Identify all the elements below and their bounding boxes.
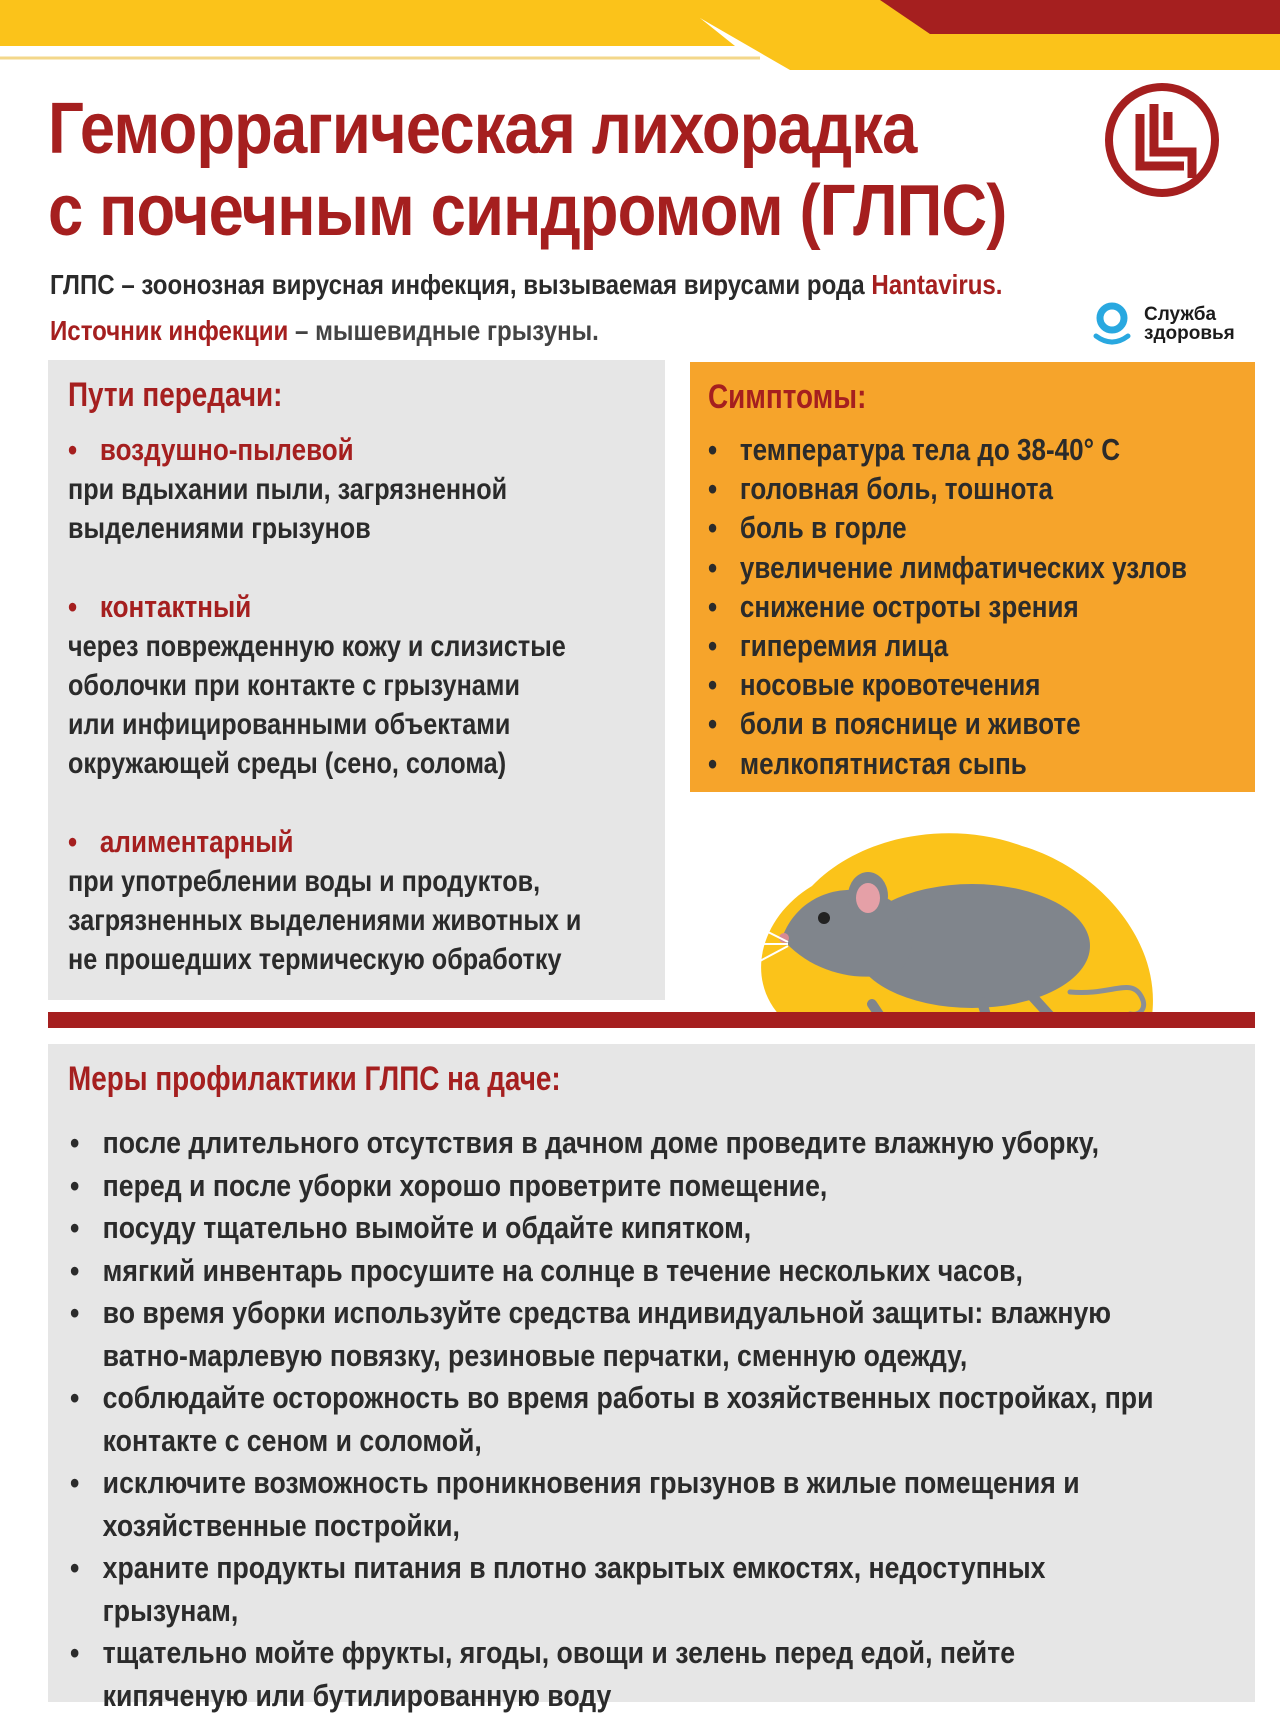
bullet-dot-icon: • bbox=[708, 744, 740, 783]
section-divider bbox=[48, 1012, 1255, 1028]
bullet-dot-icon: • bbox=[70, 1207, 103, 1250]
symptom-text: снижение остроты зрения bbox=[740, 589, 1079, 624]
route-description bbox=[68, 862, 581, 979]
prevention-line: ватно-марлевую повязку, резиновые перчатки, сменную одежду, bbox=[103, 1335, 1111, 1378]
route-description bbox=[68, 470, 507, 548]
intro-source-value: – мышевидные грызуны. bbox=[288, 315, 599, 346]
list-item bbox=[708, 508, 1187, 547]
intro-source-label: Источник инфекции bbox=[50, 315, 288, 346]
prevention-line: исключите возможность проникновения грызунов в жилые помещения и bbox=[103, 1462, 1080, 1505]
bullet-dot-icon: • bbox=[70, 1122, 103, 1165]
list-item bbox=[708, 704, 1187, 743]
bullet-dot-icon: • bbox=[708, 548, 740, 587]
list-item bbox=[70, 1250, 1153, 1293]
service-name-line-2: здоровья bbox=[1144, 324, 1235, 343]
emblem-logo-icon bbox=[1104, 82, 1220, 198]
prevention-line: контакте с сеном и соломой, bbox=[103, 1420, 1154, 1463]
symptom-text: боль в горле bbox=[740, 510, 907, 545]
list-item bbox=[70, 1547, 1153, 1632]
symptom-text: мелкопятнистая сыпь bbox=[740, 746, 1027, 781]
route-line: через поврежденную кожу и слизистые bbox=[68, 627, 566, 666]
bullet-dot-icon: • bbox=[708, 430, 740, 469]
list-item bbox=[708, 548, 1187, 587]
bullet-dot-icon: • bbox=[708, 587, 740, 626]
title-line-2: с почечным синдромом (ГЛПС) bbox=[48, 170, 937, 252]
route-title-text: алиментарный bbox=[100, 824, 294, 859]
prevention-list bbox=[70, 1122, 1280, 1717]
symptom-text: гиперемия лица bbox=[740, 628, 948, 663]
title-line-1: Геморрагическая лихорадка bbox=[48, 88, 937, 170]
list-item bbox=[70, 1462, 1153, 1547]
prevention-line: кипяченую или бутилированную воду bbox=[103, 1675, 1015, 1717]
route-description bbox=[68, 627, 566, 783]
route-title-text: контактный bbox=[100, 589, 251, 624]
route-title bbox=[68, 587, 566, 627]
bullet-dot-icon: • bbox=[68, 822, 100, 862]
prevention-line: хозяйственные постройки, bbox=[103, 1505, 1080, 1548]
prevention-line: мягкий инвентарь просушите на солнце в течение нескольких часов, bbox=[103, 1250, 1023, 1293]
prevention-line: храните продукты питания в плотно закрытых емкостях, недоступных bbox=[103, 1547, 1046, 1590]
prevention-line: грызунам, bbox=[103, 1590, 1046, 1633]
bullet-dot-icon: • bbox=[708, 508, 740, 547]
list-item bbox=[70, 1377, 1153, 1462]
list-item bbox=[70, 1292, 1153, 1377]
symptom-text: головная боль, тошнота bbox=[740, 471, 1053, 506]
list-item bbox=[708, 626, 1187, 665]
list-item bbox=[70, 1122, 1153, 1165]
service-name-line-1: Служба bbox=[1144, 305, 1235, 324]
prevention-heading: Меры профилактики ГЛПС на даче: bbox=[68, 1060, 561, 1099]
route-line: загрязненных выделениями животных и bbox=[68, 901, 581, 940]
transmission-panel bbox=[48, 360, 665, 1000]
route-title bbox=[68, 430, 507, 470]
location-pin-icon bbox=[1092, 302, 1132, 346]
bullet-dot-icon: • bbox=[70, 1165, 103, 1208]
route-title-text: воздушно-пылевой bbox=[100, 432, 354, 467]
bullet-dot-icon: • bbox=[68, 587, 100, 627]
bullet-dot-icon: • bbox=[68, 430, 100, 470]
top-decoration bbox=[0, 0, 1280, 70]
route-contact bbox=[68, 587, 661, 783]
route-title bbox=[68, 822, 581, 862]
route-airborne bbox=[68, 430, 591, 548]
page-title bbox=[48, 88, 937, 252]
bullet-dot-icon: • bbox=[70, 1462, 103, 1547]
list-item bbox=[708, 430, 1187, 469]
list-item bbox=[708, 587, 1187, 626]
symptoms-heading: Симптомы: bbox=[708, 378, 866, 417]
prevention-line: во время уборки используйте средства индивидуальной защиты: влажную bbox=[103, 1292, 1111, 1335]
intro-virus-name: Hantavirus. bbox=[871, 269, 1002, 300]
list-item bbox=[70, 1207, 1153, 1250]
prevention-line: тщательно мойте фрукты, ягоды, овощи и зелень перед едой, пейте bbox=[103, 1632, 1015, 1675]
symptoms-panel bbox=[690, 362, 1255, 792]
intro-definition: ГЛПС – зоонозная вирусная инфекция, вызываемая вирусами рода bbox=[50, 269, 871, 300]
symptoms-list bbox=[708, 430, 1278, 783]
bullet-dot-icon: • bbox=[708, 704, 740, 743]
route-alimentary bbox=[68, 822, 679, 979]
route-line: оболочки при контакте с грызунами bbox=[68, 666, 566, 705]
route-line: при употреблении воды и продуктов, bbox=[68, 862, 581, 901]
route-line: или инфицированными объектами bbox=[68, 705, 566, 744]
prevention-line: соблюдайте осторожность во время работы в хозяйственных постройках, при bbox=[103, 1377, 1154, 1420]
prevention-panel bbox=[48, 1044, 1255, 1702]
bullet-dot-icon: • bbox=[70, 1250, 103, 1293]
list-item bbox=[708, 744, 1187, 783]
service-name bbox=[1144, 305, 1235, 343]
intro-line-1 bbox=[50, 262, 1082, 308]
symptom-text: температура тела до 38-40° С bbox=[740, 432, 1120, 467]
list-item bbox=[70, 1632, 1153, 1717]
route-line: выделениями грызунов bbox=[68, 509, 507, 548]
bullet-dot-icon: • bbox=[70, 1632, 103, 1717]
transmission-heading: Пути передачи: bbox=[68, 376, 282, 415]
route-line: не прошедших термическую обработку bbox=[68, 940, 581, 979]
bullet-dot-icon: • bbox=[70, 1377, 103, 1462]
prevention-line: перед и после уборки хорошо проветрите помещение, bbox=[103, 1165, 828, 1208]
list-item bbox=[708, 469, 1187, 508]
symptom-text: носовые кровотечения bbox=[740, 667, 1041, 702]
prevention-line: после длительного отсутствия в дачном доме проведите влажную уборку, bbox=[103, 1122, 1099, 1165]
route-line: при вдыхании пыли, загрязненной bbox=[68, 470, 507, 509]
bullet-dot-icon: • bbox=[70, 1292, 103, 1377]
symptom-text: боли в пояснице и животе bbox=[740, 706, 1081, 741]
bullet-dot-icon: • bbox=[708, 469, 740, 508]
route-line: окружающей среды (сено, солома) bbox=[68, 744, 566, 783]
symptom-text: увеличение лимфатических узлов bbox=[740, 550, 1187, 585]
intro-line-2 bbox=[50, 308, 1082, 354]
prevention-line: посуду тщательно вымойте и обдайте кипятком, bbox=[103, 1207, 752, 1250]
bullet-dot-icon: • bbox=[708, 626, 740, 665]
list-item bbox=[70, 1165, 1153, 1208]
service-logo bbox=[1092, 302, 1235, 346]
intro-text bbox=[50, 262, 1082, 354]
list-item bbox=[708, 665, 1187, 704]
grey-rat-icon bbox=[752, 826, 1162, 1026]
bullet-dot-icon: • bbox=[708, 665, 740, 704]
bullet-dot-icon: • bbox=[70, 1547, 103, 1632]
